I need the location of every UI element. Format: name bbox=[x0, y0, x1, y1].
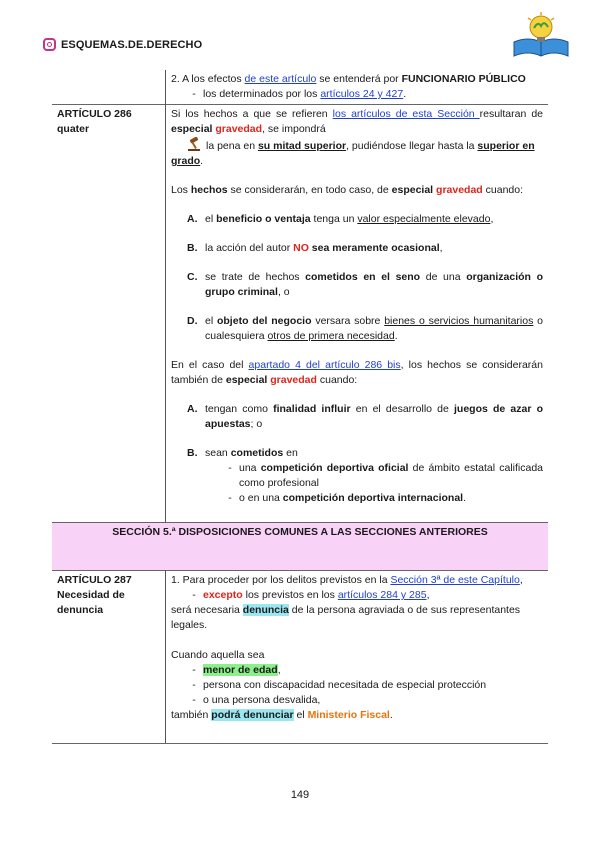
page-number: 149 bbox=[290, 789, 310, 801]
list-item: - persona con discapacidad necesitada de especial protección bbox=[192, 679, 487, 691]
instagram-icon[interactable] bbox=[43, 38, 56, 51]
section-title: SECCIÓN 5.ª DISPOSICIONES COMUNES A LAS SECCIONES ANTERIORES bbox=[52, 523, 548, 571]
article-287-body: 1. Para proceder por los delitos previstos en la Sección 3ª de este Capítulo, - excepto los previstos en los artículos 284 y 285, será necesaria denuncia de la persona agraviada o de sus representantes legales. Cuando aquella sea - menor de edad, - persona con discapacidad necesitada de especial protección - o una persona desvalida, también podrá denunciar el Ministerio Fiscal. bbox=[166, 571, 549, 744]
link-articulos-seccion[interactable]: los artículos de esta Sección bbox=[332, 108, 480, 120]
brand-name: ESQUEMAS.DE.DERECHO bbox=[61, 38, 203, 51]
empty-label-cell bbox=[52, 70, 166, 105]
article-label: ARTÍCULO 287 Necesidad de denuncia bbox=[52, 571, 166, 744]
list-item: B. la acción del autor NO sea meramente ocasional, bbox=[187, 242, 443, 254]
link-seccion-3[interactable]: Sección 3ª de este Capítulo bbox=[390, 574, 520, 586]
list-item: A. tengan como finalidad influir en el desarrollo de juegos de azar o apuestas; o bbox=[187, 403, 543, 430]
lightbulb-book-logo bbox=[510, 12, 572, 60]
gavel-icon bbox=[187, 137, 203, 151]
list-item: A. el beneficio o ventaja tenga un valor especialmente elevado, bbox=[187, 213, 494, 225]
row-funcionario: 2. A los efectos de este artículo se entenderá por FUNCIONARIO PÚBLICO - los determinados por los artículos 24 y 427. bbox=[171, 73, 526, 100]
article-286-quater-body: Si los hechos a que se refieren los artículos de esta Sección resultaran de especial gravedad, se impondrá la pena en su mitad superior, pudiéndose llegar hasta la superior en grado. Los hechos se considerarán, en todo caso, de especial gravedad cuando: A. el beneficio o ventaja tenga un valor especialmente elevado, B. la acción del autor NO sea meramente ocasional, C. se trate de hechos cometidos en el seno de una organización o grupo criminal, o D. el objeto del negocio versara sobre bienes o servicios humanitarios o cualesquiera otros de primera necesidad. En el caso del apartado 4 del artículo 286 bis, los hechos se considerarán también de especial gravedad cuando: A. tengan como finalidad influir en el desarrollo de juegos de azar o apuestas; o B. sean cometidos en - una competición deportiva oficial de ámbito estatal calificada como profesional - o en una competición deportiva internacional. bbox=[166, 105, 549, 523]
list-item: B. sean cometidos en bbox=[187, 447, 298, 459]
article-label: ARTÍCULO 286 quater bbox=[52, 105, 166, 523]
link-apartado-4-286-bis[interactable]: apartado 4 del artículo 286 bis bbox=[248, 359, 401, 371]
list-item: - o en una competición deportiva internacional. bbox=[228, 492, 467, 504]
link-articulos-284-285[interactable]: artículos 284 y 285 bbox=[337, 589, 427, 601]
link-articulos-24-427[interactable]: artículos 24 y 427 bbox=[320, 88, 404, 100]
list-item: C. se trate de hechos cometidos en el seno de una organización o grupo criminal, o bbox=[187, 271, 544, 298]
brand-header bbox=[43, 38, 202, 51]
list-item: - o una persona desvalida, bbox=[192, 694, 321, 706]
link-este-articulo[interactable]: de este artículo bbox=[244, 73, 317, 85]
list-item: - menor de edad, bbox=[192, 664, 281, 676]
list-item: D. el objeto del negocio versara sobre bienes o servicios humanitarios o cualesquiera otros de primera necesidad. bbox=[187, 315, 543, 342]
list-item: - una competición deportiva oficial de ámbito estatal calificada como profesional bbox=[228, 462, 543, 489]
content-table bbox=[52, 70, 548, 744]
